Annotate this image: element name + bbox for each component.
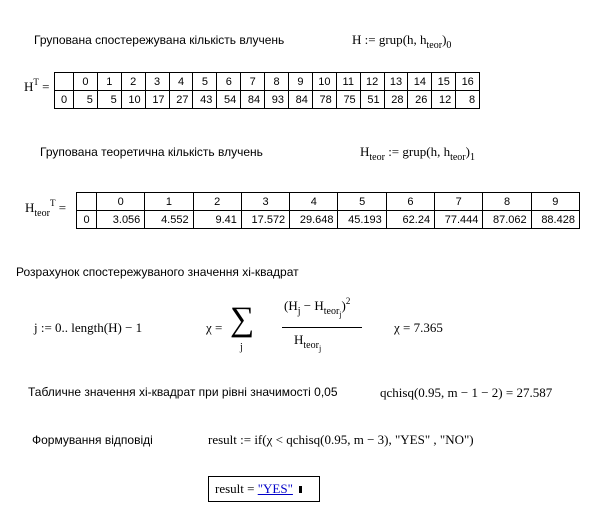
theoretical-table-label [25,198,67,219]
column-header: 3 [145,73,169,91]
label-sub: teor [34,208,50,219]
def-arg2-sub: teor [426,40,443,51]
column-header: 0 [74,73,98,91]
value-cell[interactable]: 3.056 [97,211,145,229]
column-header: 13 [384,73,408,91]
num-teor: teor [323,306,340,317]
column-header: 7 [241,73,265,91]
def-index: 1 [469,152,475,163]
num-pow: 2 [345,296,351,306]
qchisq-expression[interactable]: qchisq(0.95, m − 1 − 2) = 27.587 [380,385,553,400]
def-lhs-sub: teor [369,152,385,163]
theoretical-definition[interactable]: $H_{teor}$ := grup(h, $h_{teor})_1$ [360,144,475,163]
den-sub: teor [303,340,319,351]
value-cell[interactable]: 77.444 [435,211,483,229]
observed-table[interactable] [54,72,480,109]
value-cell[interactable]: 9.41 [193,211,241,229]
column-header: 3 [241,193,289,211]
column-header: 16 [456,73,480,91]
label-eq: = [42,79,50,94]
value-cell[interactable]: 27 [169,91,193,109]
chi-lhs: χ = [206,320,223,335]
value-cell[interactable]: 5 [74,91,98,109]
value-cell[interactable]: 29.648 [290,211,338,229]
result-line [215,481,302,497]
den-main: H [294,332,304,347]
def-op: := [364,32,376,47]
value-cell[interactable]: 75 [336,91,360,109]
column-header: 11 [336,73,360,91]
def-arg2: h [420,32,427,47]
answer-expression[interactable]: result := if(χ < qchisq(0.95, m − 3), "YES" , "NO") [208,432,474,447]
label-sup: T [33,77,39,87]
value-cell[interactable]: 43 [193,91,217,109]
answer-heading: Формування відповіді [32,433,153,447]
column-header: 4 [290,193,338,211]
label-main: H [24,79,34,94]
value-cell[interactable]: 12 [432,91,456,109]
def-arg2-sub: teor [450,152,466,163]
column-header: 5 [193,73,217,91]
value-cell[interactable]: 26 [408,91,432,109]
def-arg2: h [443,144,451,159]
column-header: 14 [408,73,432,91]
column-header: 10 [312,73,336,91]
value-cell[interactable]: 5 [97,91,121,109]
column-header: 9 [531,193,579,211]
column-header: 4 [169,73,193,91]
den-sub-j: j [318,344,322,353]
def-arg1: h [430,144,438,159]
column-header: 7 [435,193,483,211]
result-label: result = [215,481,255,496]
fraction-numerator[interactable] [284,296,351,319]
column-header: 0 [97,193,145,211]
def-lhs: H [360,144,370,159]
def-lhs: H [352,32,362,47]
theoretical-heading: Групована теоретична кількість влучень [40,145,263,159]
value-cell[interactable]: 54 [217,91,241,109]
num-teor-j: j [339,310,342,319]
label-sup: T [49,198,56,208]
sum-icon: ∑ [230,301,255,338]
value-cell[interactable]: 28 [384,91,408,109]
label-main: H [25,200,35,215]
table-value-heading: Табличне значення хі-квадрат при рівні значимості 0,05 [28,385,338,399]
column-header: 12 [360,73,384,91]
corner-cell [77,193,97,211]
value-cell[interactable]: 17.572 [241,211,289,229]
num-close: ) [341,298,346,313]
column-header: 9 [289,73,313,91]
column-header: 1 [97,73,121,91]
def-op: := [388,144,400,159]
value-cell[interactable]: 17 [145,91,169,109]
column-header: 1 [145,193,193,211]
column-header: 2 [193,193,241,211]
column-header: 6 [217,73,241,91]
value-cell[interactable]: 45.193 [338,211,386,229]
def-fn: grup [378,32,403,47]
value-cell[interactable]: 78 [312,91,336,109]
value-cell[interactable]: 51 [360,91,384,109]
value-cell[interactable]: 93 [265,91,289,109]
cursor-icon [299,486,302,493]
value-cell[interactable]: 4.552 [145,211,193,229]
def-index: 0 [446,40,452,51]
range-definition[interactable]: j := 0.. length(H) − 1 [34,320,143,335]
num-open: (H [284,298,298,313]
result-box[interactable] [208,476,320,502]
value-cell[interactable]: 8 [456,91,480,109]
value-cell[interactable]: 62.24 [386,211,434,229]
observed-definition[interactable]: H := grup(h, $h_{teor})_0$ [352,32,452,51]
value-cell[interactable]: 88.428 [531,211,579,229]
def-arg1: h [407,32,414,47]
result-value[interactable]: "YES" [257,481,293,496]
theoretical-table[interactable] [76,192,580,229]
column-header: 8 [483,193,531,211]
chi-heading: Розрахунок спостережуваного значення хі-квадрат [16,265,299,279]
observed-table-label [24,79,49,95]
corner-cell [55,73,74,91]
column-header: 6 [386,193,434,211]
num-minus: − H [300,298,324,313]
row-header: 0 [55,91,74,109]
column-header: 8 [265,73,289,91]
column-header: 15 [432,73,456,91]
value-cell[interactable]: 87.062 [483,211,531,229]
fraction-denominator[interactable] [294,332,322,353]
chi-result[interactable]: χ = 7.365 [394,320,443,335]
label-eq: = [58,200,67,215]
value-cell[interactable]: 84 [241,91,265,109]
column-header: 2 [121,73,145,91]
observed-heading: Групована спостережувана кількість влучень [34,33,285,47]
row-header: 0 [77,211,97,229]
value-cell[interactable]: 84 [289,91,313,109]
column-header: 5 [338,193,386,211]
sum-index: j [240,342,243,353]
def-fn: grup [402,144,427,159]
num-j: j [297,306,301,317]
value-cell[interactable]: 10 [121,91,145,109]
fraction-bar [282,327,362,328]
